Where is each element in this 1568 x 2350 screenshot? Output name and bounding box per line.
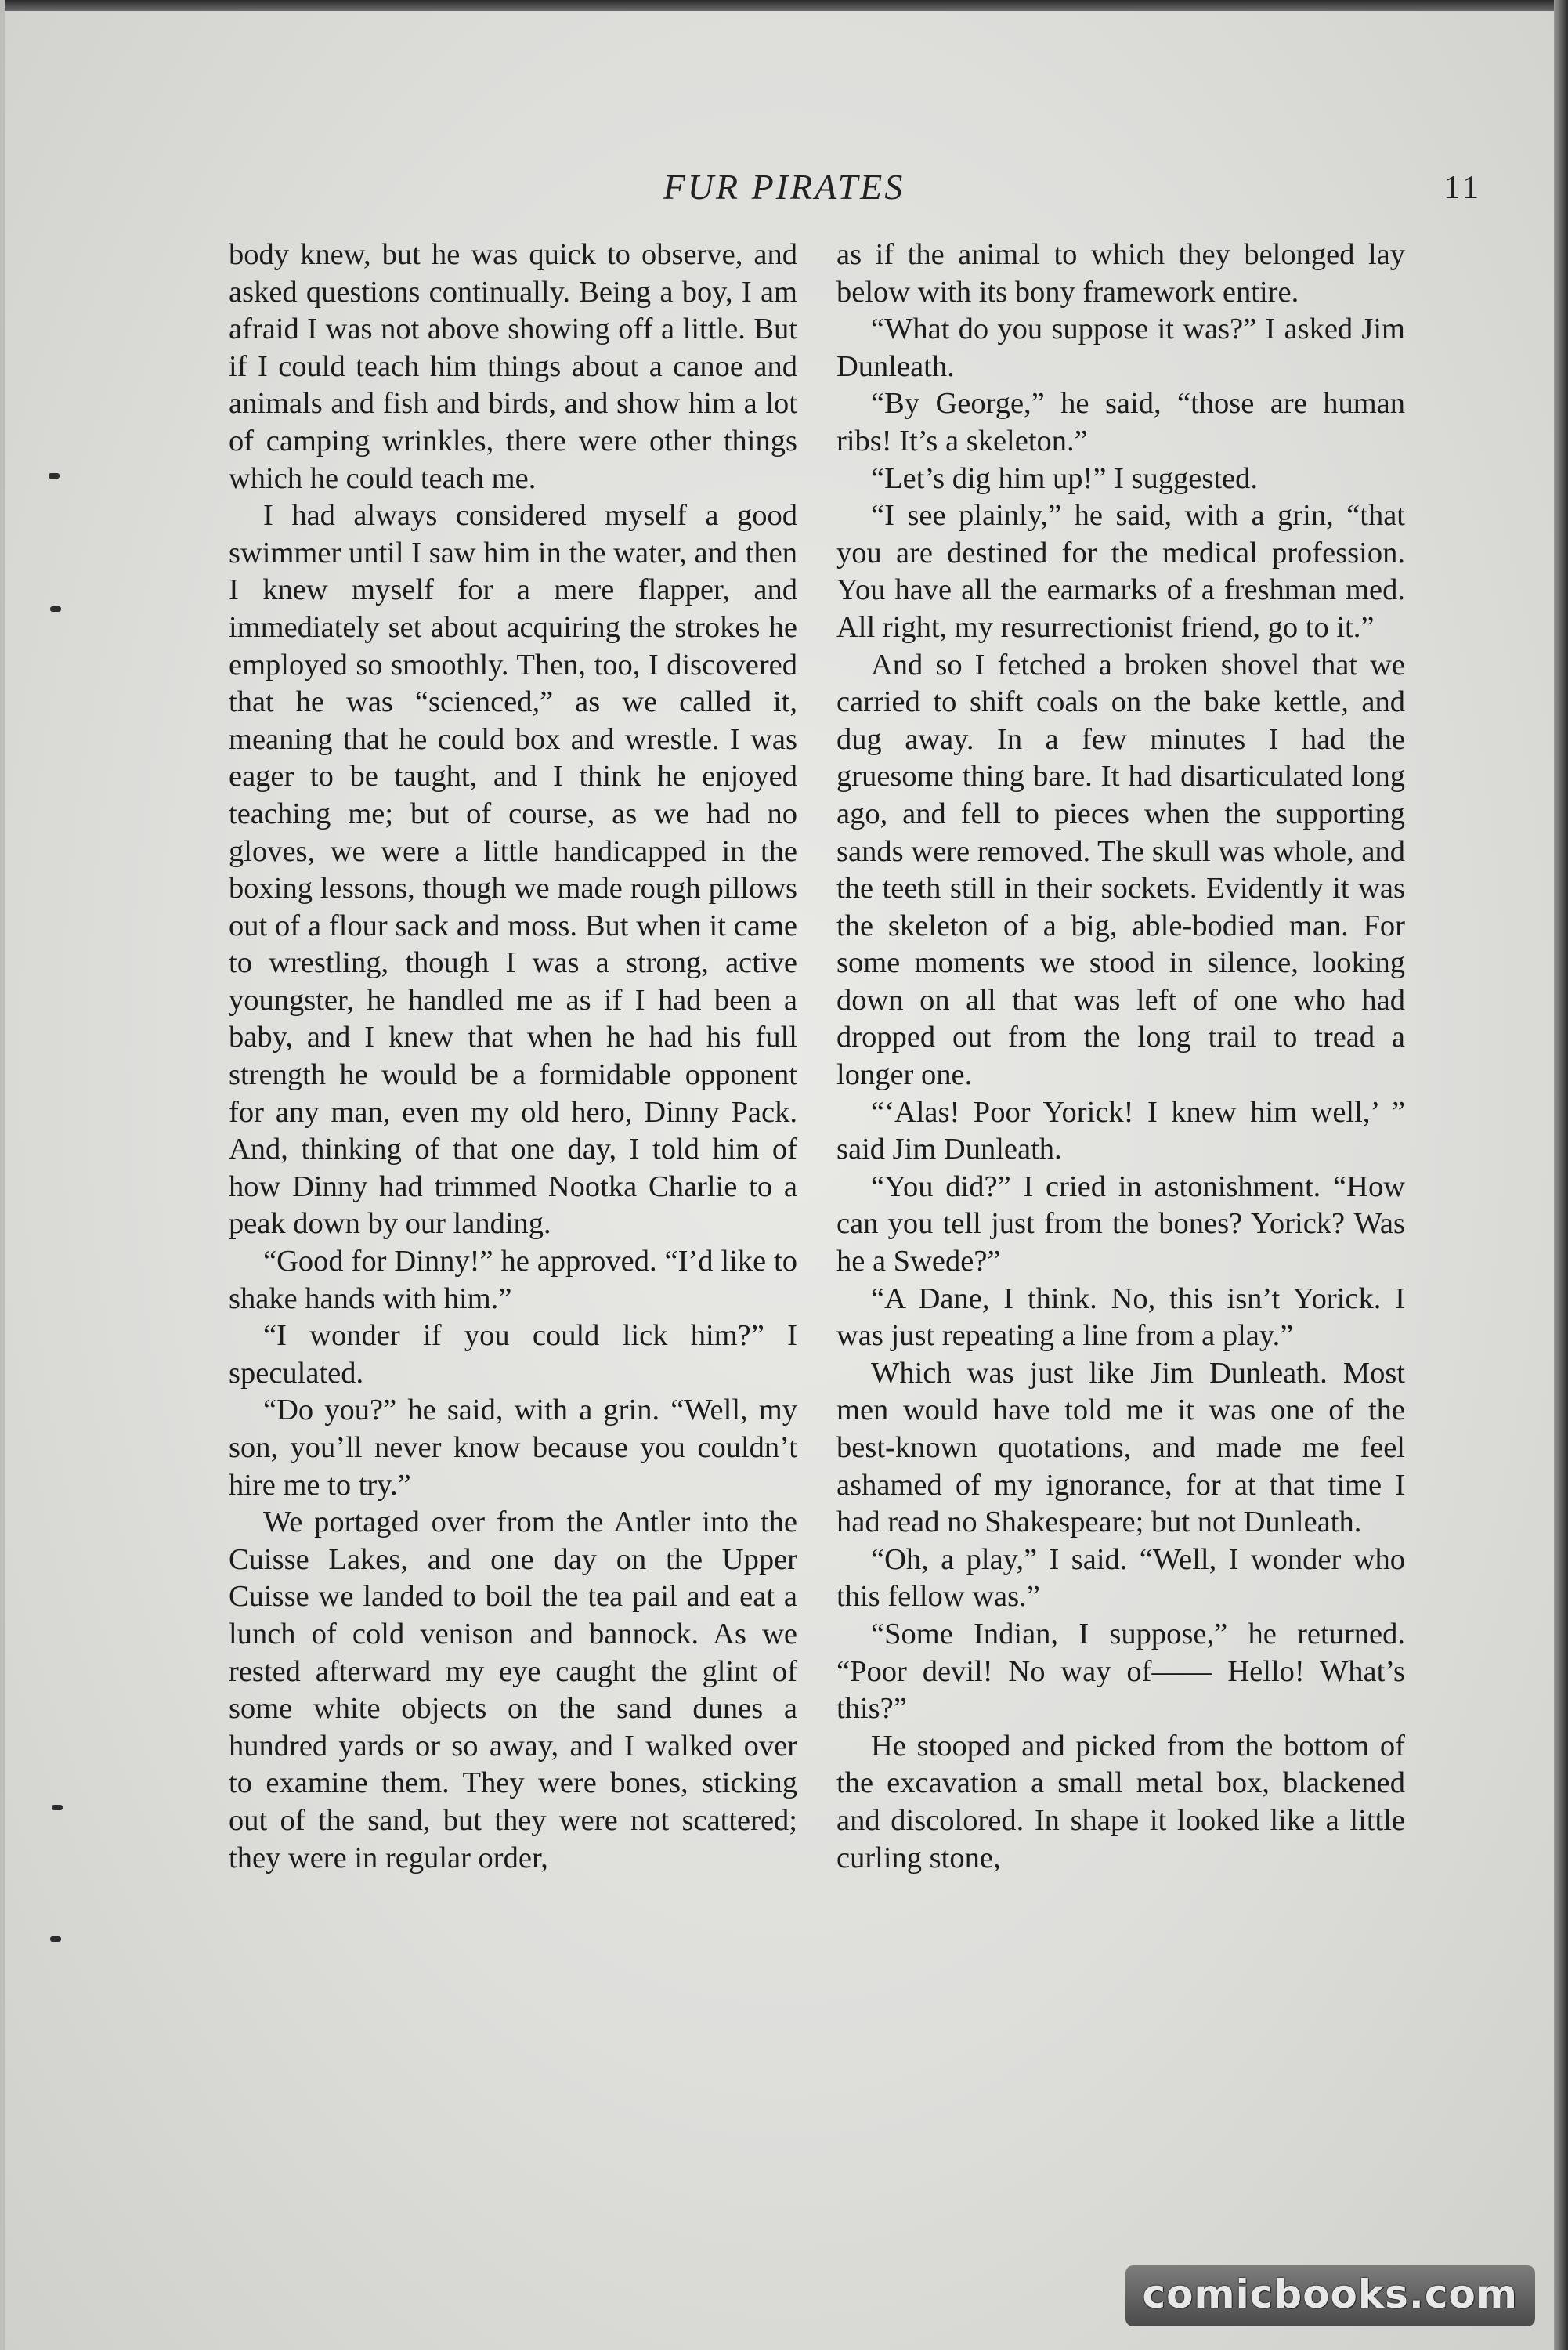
paragraph: We portaged over from the Antler into the Cuisse Lakes, and one day on the Upper Cuisse we landed to boil the tea pail and eat a lunch of cold venison and bannock. As we rested afterward my eye caught the glint of some white objects on the sand dunes a hundred yards or so away, and I walked over to examine them. They were bones, sticking out of the sand, but they were not scattered; they were in regular order, <box>229 1506 797 1875</box>
binding-hole-mark <box>50 606 61 612</box>
binding-hole-mark <box>49 473 60 479</box>
scan-edge-top <box>0 0 1568 11</box>
paragraph: body knew, but he was quick to observe, and asked questions continually. Being a boy, I am afraid I was not above showing off a little. But if I could teach him things about a canoe and animals and fish and birds, and show him a lot of camping wrinkles, there were other things which he could teach me. <box>229 238 797 495</box>
paragraph: “Let’s dig him up!” I suggested. <box>871 461 1258 495</box>
paragraph: Which was just like Jim Dunleath. Most men would have told me it was one of the best-known quotations, and made me feel ashamed of my ignorance, for at that time I had read no Shakespeare; but not Dunleath. <box>836 1356 1405 1539</box>
paragraph: “Some Indian, I suppose,” he returned. “Poor devil! No way of—— Hello! What’s this?” <box>836 1617 1405 1726</box>
paragraph: I had always considered myself a good swimmer until I saw him in the water, and then I knew myself for a mere flapper, and immediately set about acquiring the strokes he employed so smoothly. Then, too, I discovered that he was “scienced,” as we called it, meaning that he could box and wrestle. I was eager to be taught, and I think he enjoyed teaching me; but of course, as we had no gloves, we were a little handicapped in the boxing lessons, though we made rough pillows out of a flour sack and moss. But when it came to wrestling, though I was a strong, active youngster, he handled me as if I had been a baby, and I knew that when he had his full strength he would be a formidable opponent for any man, even my old hero, Dinny Pack. And, thinking of that one day, I told him of how Dinny had trimmed Nootka Charlie to a peak down by our landing. <box>229 499 797 1241</box>
page-number: 11 <box>1443 170 1482 206</box>
running-header-title: FUR PIRATES <box>663 167 905 207</box>
paragraph: “‘Alas! Poor Yorick! I knew him well,’ ” said Jim Dunleath. <box>836 1095 1405 1166</box>
text-column-left <box>229 237 797 1877</box>
paragraph: “A Dane, I think. No, this isn’t Yorick. I was just repeating a line from a play.” <box>836 1282 1405 1353</box>
paragraph: “Do you?” he said, with a grin. “Well, my son, you’ll never know because you couldn’t hire me to try.” <box>229 1394 797 1502</box>
paragraph: And so I fetched a broken shovel that we carried to shift coals on the bake kettle, and dug away. In a few minutes I had the gruesome thing bare. It had disarticulated long ago, and fell to pieces when the supporting sands were removed. The skull was whole, and the teeth still in their sockets. Evidently it was the skeleton of a big, able-bodied man. For some moments we stood in silence, looking down on all that was left of one who had dropped out from the long trail to tread a longer one. <box>836 648 1405 1092</box>
paragraph: as if the animal to which they belonged lay below with its bony framework entire. <box>836 238 1405 309</box>
watermark-logo: comicbooks.com <box>1125 2265 1535 2326</box>
scan-edge-left <box>0 0 5 2350</box>
scan-edge-right <box>1554 0 1568 2350</box>
paragraph: “Oh, a play,” I said. “Well, I wonder who this fellow was.” <box>836 1542 1405 1614</box>
paragraph: “You did?” I cried in astonishment. “How can you tell just from the bones? Yorick? Was he a Swede?” <box>836 1170 1405 1278</box>
paragraph: “I see plainly,” he said, with a grin, “that you are destined for the medical profession. You have all the earmarks of a freshman med. All right, my resurrectionist friend, go to it.” <box>836 499 1405 644</box>
paragraph: He stooped and picked from the bottom of the excavation a small metal box, blackened and discolored. In shape it looked like a little curling stone, <box>836 1729 1405 1875</box>
paragraph: “What do you suppose it was?” I asked Jim Dunleath. <box>836 313 1405 383</box>
paragraph: “By George,” he said, “those are human ribs! It’s a skeleton.” <box>836 387 1405 457</box>
binding-hole-mark <box>52 1805 63 1810</box>
paragraph: “I wonder if you could lick him?” I speculated. <box>229 1319 797 1390</box>
text-column-right <box>836 237 1405 1877</box>
binding-hole-mark <box>50 1936 61 1942</box>
paragraph: “Good for Dinny!” he approved. “I’d like to shake hands with him.” <box>229 1245 797 1315</box>
